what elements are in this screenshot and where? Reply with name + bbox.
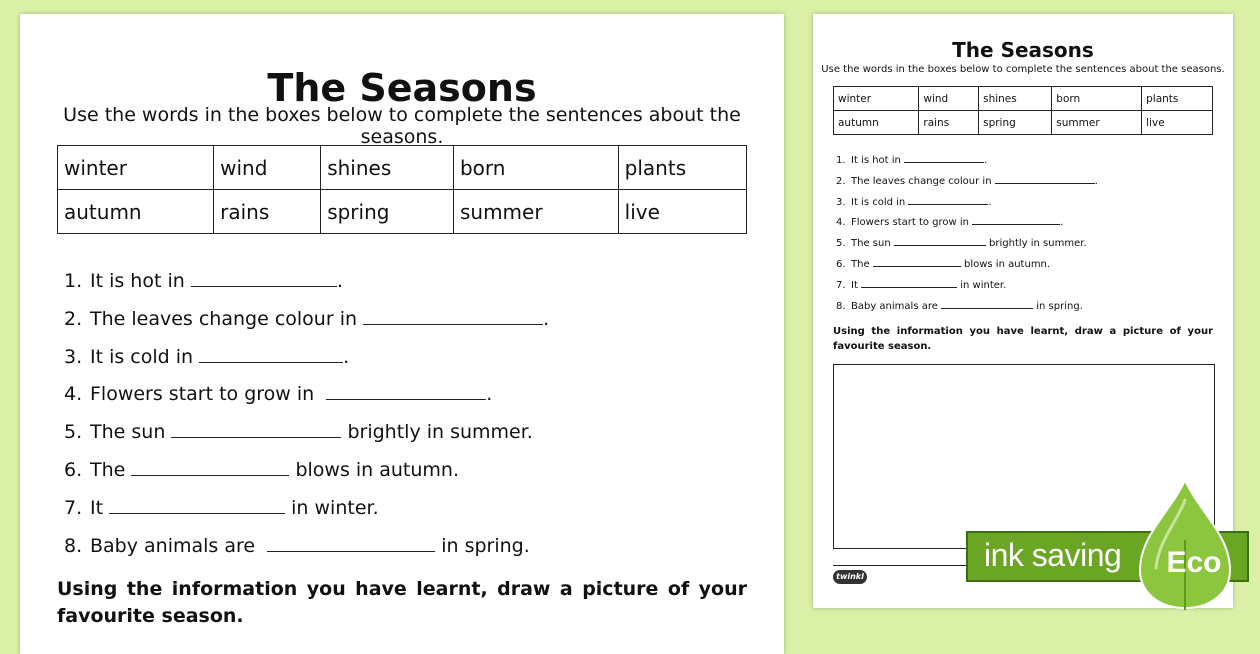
word-cell: summer xyxy=(1052,111,1142,135)
word-cell: rains xyxy=(919,111,979,135)
question-text: The leaves change colour in xyxy=(851,175,992,187)
question-text-end: brightly in summer. xyxy=(347,421,533,444)
question-item xyxy=(836,155,1098,176)
question-number: 2. xyxy=(836,175,846,187)
question-number: 1. xyxy=(836,155,846,166)
word-cell: wind xyxy=(919,87,979,111)
question-item xyxy=(836,176,1098,197)
answer-blank xyxy=(131,475,289,476)
question-number: 8. xyxy=(64,534,83,557)
question-text-end: brightly in summer. xyxy=(989,238,1087,250)
question-text-end: . xyxy=(1094,175,1098,187)
question-text: Baby animals are xyxy=(851,300,938,312)
word-cell: wind xyxy=(214,146,321,190)
question-text-end: blows in autumn. xyxy=(295,458,460,481)
answer-blank xyxy=(904,162,984,163)
question-item xyxy=(64,535,549,573)
word-cell: autumn xyxy=(834,111,919,135)
question-item xyxy=(64,346,549,384)
question-text-end: in winter. xyxy=(291,496,379,519)
question-text: Flowers start to grow in xyxy=(90,383,315,406)
word-cell: autumn xyxy=(58,190,214,234)
question-text-end: . xyxy=(984,155,988,166)
word-bank-row xyxy=(58,190,747,234)
word-cell: live xyxy=(618,190,746,234)
answer-blank xyxy=(171,437,341,438)
question-text: It xyxy=(851,279,858,291)
question-text: The xyxy=(90,458,126,481)
question-item xyxy=(64,383,549,421)
question-number: 7. xyxy=(836,279,846,291)
question-item xyxy=(836,259,1098,280)
answer-blank xyxy=(861,287,957,288)
word-bank-table xyxy=(57,145,747,234)
word-bank-table-small xyxy=(833,86,1213,135)
question-list xyxy=(64,270,549,572)
question-text: The sun xyxy=(851,238,891,250)
question-number: 4. xyxy=(836,217,846,229)
question-item xyxy=(64,270,549,308)
word-cell: shines xyxy=(979,87,1052,111)
answer-blank xyxy=(267,551,435,552)
question-item xyxy=(64,459,549,497)
question-text: It is cold in xyxy=(851,196,906,208)
question-text-end: . xyxy=(988,196,992,208)
question-number: 8. xyxy=(836,300,846,312)
question-text: It xyxy=(90,496,104,519)
answer-blank xyxy=(995,183,1095,184)
answer-blank xyxy=(908,204,988,205)
question-number: 7. xyxy=(64,496,83,519)
question-item xyxy=(836,301,1098,322)
worksheet-title: The Seasons xyxy=(267,66,537,110)
answer-blank xyxy=(972,224,1060,225)
question-text-end: in spring. xyxy=(441,534,530,557)
question-text-end: . xyxy=(343,345,350,368)
question-text: Baby animals are xyxy=(90,534,256,557)
eco-ink-saving-badge xyxy=(966,480,1251,598)
word-cell: born xyxy=(1052,87,1142,111)
answer-blank xyxy=(109,513,285,514)
answer-blank xyxy=(873,266,961,267)
question-item xyxy=(836,280,1098,301)
word-cell: plants xyxy=(1142,87,1213,111)
ink-saving-label: ink saving xyxy=(984,537,1122,573)
word-cell: winter xyxy=(834,87,919,111)
word-cell: rains xyxy=(214,190,321,234)
worksheet-instructions-small: Use the words in the boxes below to complete the sentences about the seasons. xyxy=(821,64,1225,75)
question-number: 2. xyxy=(64,307,83,330)
question-text: It is hot in xyxy=(851,155,901,166)
question-text: The leaves change colour in xyxy=(90,307,358,330)
question-item xyxy=(836,238,1098,259)
word-cell: live xyxy=(1142,111,1213,135)
draw-prompt: Using the information you have learnt, draw a picture of your favourite season. xyxy=(57,578,747,627)
answer-blank xyxy=(191,286,337,287)
question-number: 6. xyxy=(836,258,846,270)
twinkl-logo: twinkl xyxy=(833,570,867,584)
word-cell: winter xyxy=(58,146,214,190)
question-text-end: blows in autumn. xyxy=(963,258,1051,270)
question-text: The sun xyxy=(90,421,166,444)
word-cell: summer xyxy=(453,190,618,234)
answer-blank xyxy=(941,308,1033,309)
eco-label: Eco xyxy=(1166,546,1222,579)
question-text-end: . xyxy=(486,383,493,406)
worksheet-instructions: Use the words in the boxes below to complete the sentences about the seasons. xyxy=(63,104,741,148)
question-number: 4. xyxy=(64,383,83,406)
word-bank-row xyxy=(58,146,747,190)
worksheet-page-large xyxy=(20,14,784,654)
word-cell: plants xyxy=(618,146,746,190)
draw-prompt-small: Using the information you have learnt, draw a picture of your favourite season. xyxy=(833,326,1213,352)
question-number: 6. xyxy=(64,458,83,481)
question-number: 5. xyxy=(836,238,846,250)
question-item xyxy=(836,197,1098,218)
answer-blank xyxy=(894,245,986,246)
word-cell: spring xyxy=(979,111,1052,135)
question-text-end: in winter. xyxy=(960,279,1007,291)
question-number: 5. xyxy=(64,421,83,444)
question-number: 3. xyxy=(64,345,83,368)
question-text-end: . xyxy=(543,307,550,330)
question-number: 1. xyxy=(64,270,83,292)
answer-blank xyxy=(199,362,343,363)
question-text-end: . xyxy=(1060,217,1064,229)
answer-blank xyxy=(326,399,486,400)
answer-blank xyxy=(363,324,543,325)
question-text: The xyxy=(851,258,870,270)
word-bank-row xyxy=(834,111,1213,135)
word-cell: born xyxy=(453,146,618,190)
question-item xyxy=(64,308,549,346)
question-item xyxy=(836,217,1098,238)
question-number: 3. xyxy=(836,196,846,208)
question-text: It is cold in xyxy=(90,345,194,368)
word-cell: spring xyxy=(321,190,454,234)
question-list-small xyxy=(836,155,1098,321)
question-text: Flowers start to grow in xyxy=(851,217,969,229)
question-item xyxy=(64,421,549,459)
word-bank-row xyxy=(834,87,1213,111)
question-text-end: in spring. xyxy=(1036,300,1083,312)
question-item xyxy=(64,497,549,535)
word-cell: shines xyxy=(321,146,454,190)
question-text: It is hot in xyxy=(90,270,185,292)
worksheet-title-small: The Seasons xyxy=(952,38,1094,62)
question-text-end: . xyxy=(336,270,343,292)
